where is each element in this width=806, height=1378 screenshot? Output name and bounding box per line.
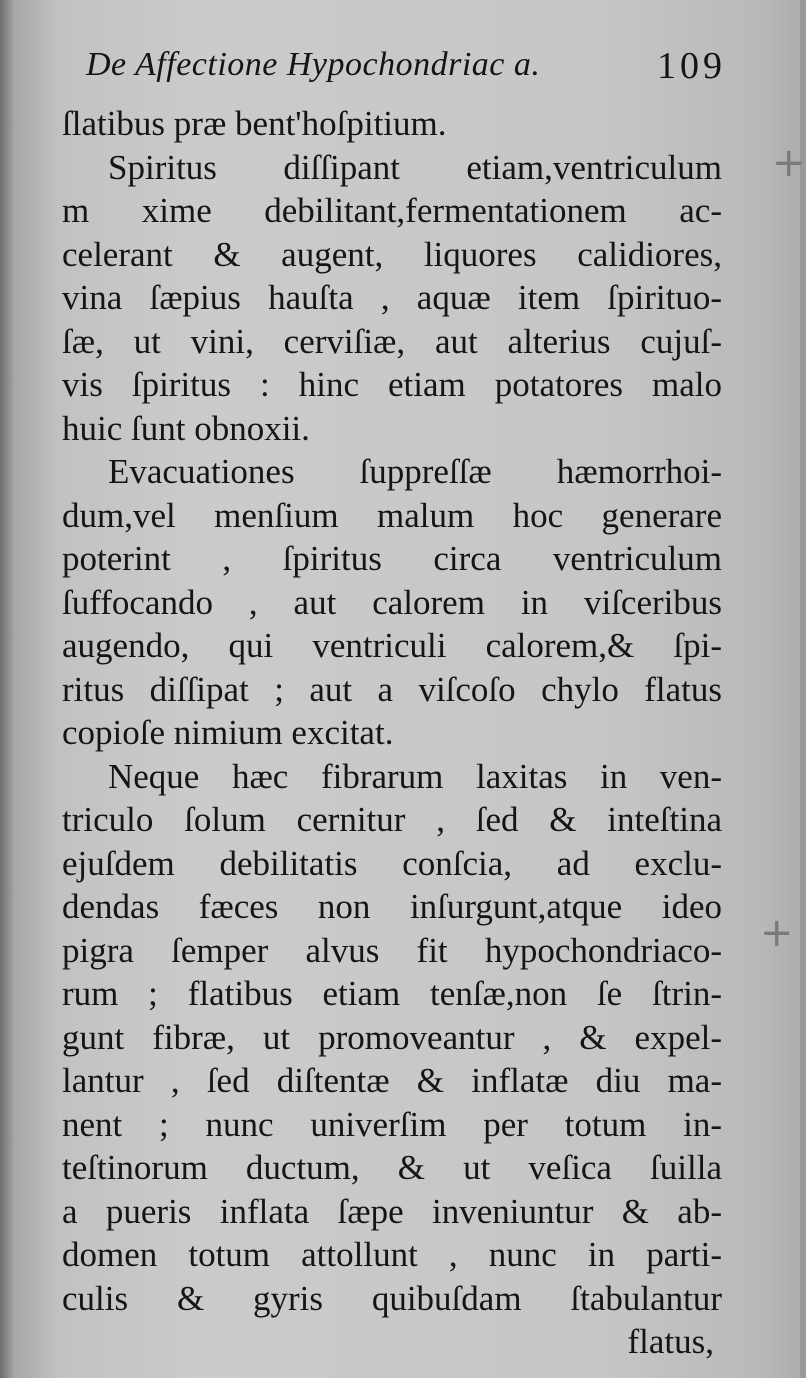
text-line: m xime debilitant,fermentationem ac- xyxy=(62,191,722,230)
text-line: ritus diſſipat ; aut a viſcoſo chylo flatus xyxy=(62,669,722,709)
text-line: ejuſdem debilitatis conſcia, ad exclu- xyxy=(62,843,722,883)
text-line: rum ; flatibus etiam tenſæ,non ſe ſtrin- xyxy=(62,974,722,1013)
text-line: lantur , ſed diſtentæ & inflatæ diu ma- xyxy=(62,1061,722,1100)
margin-mark: + xyxy=(772,140,806,186)
text-line: triculo ſolum cernitur , ſed & inteſtina xyxy=(62,800,722,839)
text-line: poterint , ſpiritus circa ventriculum xyxy=(62,539,722,578)
page-header xyxy=(86,40,736,100)
text-line: dendas fæces non inſurgunt,atque ideo xyxy=(62,887,722,926)
page-number: 109 xyxy=(657,45,726,87)
text-line: vis ſpiritus : hinc etiam potatores malo xyxy=(62,365,722,404)
margin-mark: + xyxy=(760,910,794,956)
running-head: De Affectione Hypochondriac a. xyxy=(86,46,541,83)
text-line: copioſe nimium excitat. xyxy=(62,713,394,752)
text-line: nent ; nunc univerſim per totum in- xyxy=(62,1104,722,1144)
text-line: ſuffocando , aut calorem in viſceribus xyxy=(62,582,722,622)
text-line: celerant & augent, liquores calidiores, xyxy=(62,234,722,274)
text-line: ſæ, ut vini, cerviſiæ, aut alterius cujuſ- xyxy=(62,321,722,361)
text-line: dum,vel menſium malum hoc generare xyxy=(62,495,722,535)
text-line: teſtinorum ductum, & ut veſica ſuilla xyxy=(62,1148,722,1187)
text-line: vina ſæpius hauſta , aquæ item ſpirituo- xyxy=(62,278,722,317)
text-line: ſlatibus præ bent'hoſpitium. xyxy=(62,104,447,143)
text-line: a pueris inflata ſæpe inveniuntur & ab- xyxy=(62,1191,722,1231)
page-gutter-shadow xyxy=(0,0,14,1378)
text-line: domen totum attollunt , nunc in parti- xyxy=(62,1235,722,1274)
text-line: gunt fibræ, ut promoveantur , & expel- xyxy=(62,1017,722,1057)
body-text xyxy=(62,102,722,1364)
text-line: Neque hæc fibrarum laxitas in ven- xyxy=(108,756,722,796)
text-line: Evacuationes ſuppreſſæ hæmorrhoi- xyxy=(108,452,722,491)
text-line: pigra ſemper alvus fit hypochondriaco- xyxy=(62,930,722,970)
text-line: Spiritus diſſipant etiam,ventriculum xyxy=(108,147,722,187)
text-line: augendo, qui ventriculi calorem,& ſpi- xyxy=(62,626,722,665)
catchword: flatus, xyxy=(627,1322,714,1361)
text-line: huic ſunt obnoxii. xyxy=(62,408,310,448)
text-line: culis & gyris quibuſdam ſtabulantur xyxy=(62,1278,722,1318)
